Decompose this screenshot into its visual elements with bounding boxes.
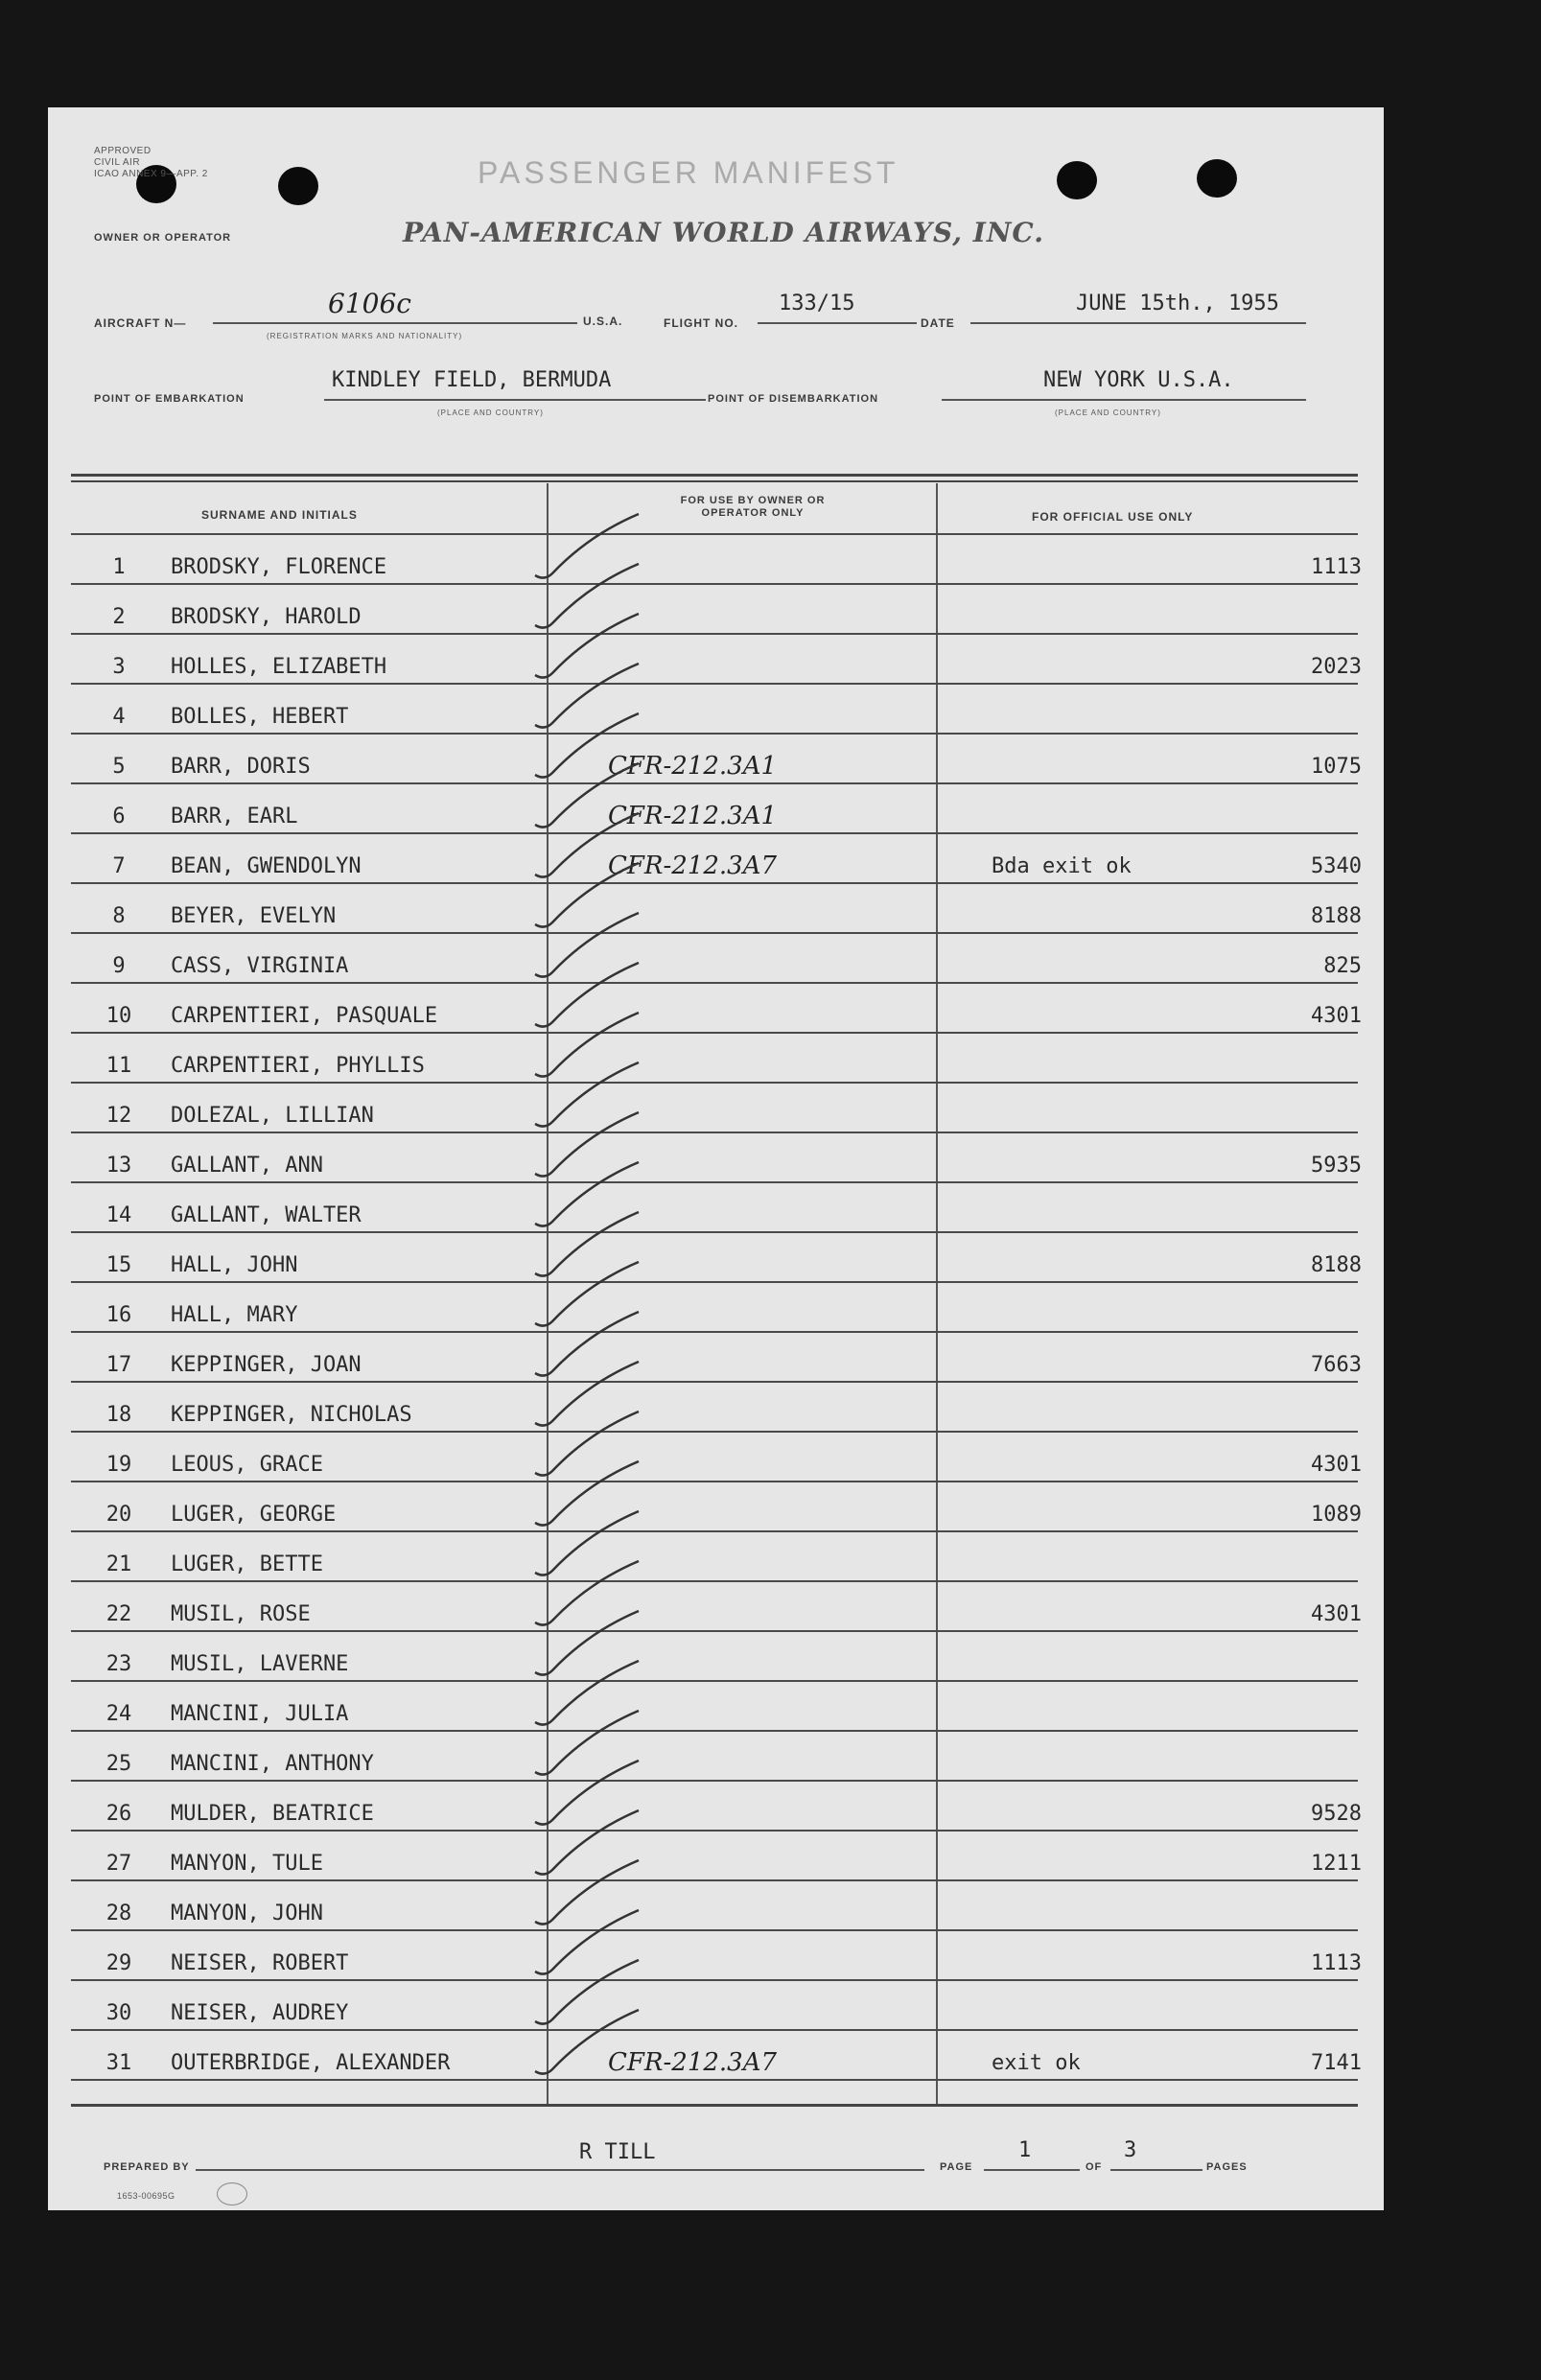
row-number: 3: [112, 655, 126, 679]
official-note: exit ok: [992, 2051, 1081, 2075]
page-number: 1: [1018, 2138, 1032, 2162]
embarkation-sublabel: (PLACE AND COUNTRY): [437, 408, 544, 417]
page-field: [984, 2138, 1080, 2171]
official-code: 8188: [1311, 1253, 1362, 1277]
aircraft-label: AIRCRAFT N—: [94, 316, 187, 330]
passenger-row: [71, 1331, 1362, 1383]
passenger-row: [71, 733, 1362, 784]
print-seal-icon: [217, 2182, 247, 2205]
passenger-name: NEISER, ROBERT: [171, 1951, 349, 1975]
row-number: 28: [105, 1902, 132, 1925]
row-number: 29: [105, 1951, 132, 1975]
official-code: 5340: [1311, 854, 1362, 878]
date-label: DATE: [921, 316, 955, 330]
row-number: 10: [105, 1004, 132, 1028]
passenger-row: [71, 1830, 1362, 1881]
official-code: 825: [1323, 954, 1362, 978]
row-number: 11: [105, 1054, 132, 1078]
passenger-row: [71, 633, 1362, 685]
date-field: [970, 292, 1306, 324]
row-number: 6: [112, 805, 126, 828]
passenger-name: GALLANT, WALTER: [171, 1203, 362, 1227]
approval-line: ICAO ANNEX 9—APP. 2: [94, 169, 208, 179]
row-number: 16: [105, 1303, 132, 1327]
passenger-name: NEISER, AUDREY: [171, 2001, 349, 2025]
passenger-row: [71, 1580, 1362, 1632]
passenger-row: [71, 1082, 1358, 1133]
passenger-name: MANYON, JOHN: [171, 1902, 323, 1925]
official-code: 4301: [1311, 1004, 1362, 1028]
passenger-name: BRODSKY, FLORENCE: [171, 555, 387, 579]
embarkation-label: POINT OF EMBARKATION: [94, 393, 245, 405]
owner-label: OWNER OR OPERATOR: [94, 232, 232, 244]
form-number: 1653-00695G: [117, 2191, 175, 2201]
operator-note: CFR-212.3A1: [608, 752, 778, 781]
passenger-row: [71, 2029, 1362, 2081]
passenger-row: [71, 533, 1362, 585]
passenger-row: [71, 1381, 1358, 1433]
operator-note: CFR-212.3A1: [608, 802, 778, 830]
flight-label: FLIGHT NO.: [664, 316, 738, 330]
passenger-row: [71, 1181, 1358, 1233]
operator-note: CFR-212.3A7: [608, 2048, 778, 2077]
passenger-row: [71, 932, 1362, 984]
official-code: 4301: [1311, 1602, 1362, 1626]
prepared-by: R TILL: [579, 2140, 656, 2164]
row-number: 13: [105, 1154, 132, 1178]
row-number: 8: [112, 904, 126, 928]
official-code: 1211: [1311, 1852, 1362, 1876]
row-number: 12: [105, 1104, 132, 1128]
passenger-name: CASS, VIRGINIA: [171, 954, 349, 978]
row-number: 24: [105, 1702, 132, 1726]
prepared-by-field: [196, 2142, 924, 2171]
form-title: PASSENGER MANIFEST: [478, 155, 899, 190]
row-number: 7: [112, 854, 126, 878]
passenger-name: HALL, MARY: [171, 1303, 298, 1327]
punch-hole: [278, 167, 318, 205]
row-number: 4: [112, 705, 126, 729]
passenger-name: CARPENTIERI, PASQUALE: [171, 1004, 438, 1028]
total-pages: 3: [1124, 2138, 1137, 2162]
passenger-name: CARPENTIERI, PHYLLIS: [171, 1054, 425, 1078]
passenger-name: MANCINI, ANTHONY: [171, 1752, 374, 1776]
official-code: 9528: [1311, 1802, 1362, 1826]
official-code: 1113: [1311, 555, 1362, 579]
aircraft-sublabel: (REGISTRATION MARKS AND NATIONALITY): [267, 332, 463, 340]
flight-date: JUNE 15th., 1955: [1076, 292, 1279, 315]
manifest-sheet: [48, 107, 1384, 2210]
passenger-row: [71, 1431, 1362, 1482]
passenger-row: [71, 1132, 1362, 1183]
passenger-row: [71, 982, 1362, 1034]
row-number: 2: [112, 605, 126, 629]
operator-note: CFR-212.3A7: [608, 852, 778, 880]
passenger-row: [71, 1630, 1358, 1682]
passenger-name: KEPPINGER, JOAN: [171, 1353, 362, 1377]
passenger-name: DOLEZAL, LILLIAN: [171, 1104, 374, 1128]
col-name-header: SURNAME AND INITIALS: [201, 508, 358, 522]
page-label: PAGE: [940, 2161, 973, 2173]
airline-name: PAN-AMERICAN WORLD AIRWAYS, INC.: [403, 217, 1044, 248]
row-number: 31: [105, 2051, 132, 2075]
passenger-row: [71, 1680, 1358, 1732]
country-label: U.S.A.: [583, 315, 623, 328]
passenger-name: LUGER, GEORGE: [171, 1503, 337, 1527]
row-number: 5: [112, 755, 126, 779]
row-number: 30: [105, 2001, 132, 2025]
flight-number: 133/15: [779, 292, 855, 315]
official-code: 5935: [1311, 1154, 1362, 1178]
passenger-row: [71, 1481, 1362, 1532]
of-label: OF: [1086, 2161, 1103, 2173]
row-number: 18: [105, 1403, 132, 1427]
aircraft-number: 6106c: [328, 288, 411, 319]
passenger-name: HALL, JOHN: [171, 1253, 298, 1277]
passenger-row: [71, 1879, 1358, 1931]
official-code: 1113: [1311, 1951, 1362, 1975]
passenger-row: [71, 1929, 1362, 1981]
passenger-row: [71, 1281, 1358, 1333]
passenger-name: GALLANT, ANN: [171, 1154, 323, 1178]
row-number: 26: [105, 1802, 132, 1826]
passenger-row: [71, 1231, 1362, 1283]
approval-line: APPROVED: [94, 146, 152, 156]
passenger-name: LUGER, BETTE: [171, 1552, 323, 1576]
passenger-name: BEYER, EVELYN: [171, 904, 337, 928]
row-number: 14: [105, 1203, 132, 1227]
passenger-row: [71, 1530, 1358, 1582]
passenger-name: OUTERBRIDGE, ALEXANDER: [171, 2051, 451, 2075]
passenger-name: LEOUS, GRACE: [171, 1453, 323, 1477]
approval-note: [94, 146, 208, 180]
punch-hole: [1197, 159, 1237, 198]
passenger-name: BOLLES, HEBERT: [171, 705, 349, 729]
col-owner-header: FOR USE BY OWNER OR OPERATOR ONLY: [680, 495, 826, 519]
row-number: 21: [105, 1552, 132, 1576]
passenger-name: MUSIL, LAVERNE: [171, 1652, 349, 1676]
passenger-name: MANCINI, JULIA: [171, 1702, 349, 1726]
passenger-name: BARR, EARL: [171, 805, 298, 828]
row-number: 22: [105, 1602, 132, 1626]
passenger-row: [71, 1730, 1358, 1782]
official-code: 2023: [1311, 655, 1362, 679]
passenger-row: [71, 1780, 1362, 1832]
official-code: 1075: [1311, 755, 1362, 779]
passenger-row: [71, 1979, 1358, 2031]
row-number: 25: [105, 1752, 132, 1776]
disembarkation-label: POINT OF DISEMBARKATION: [708, 393, 879, 405]
official-code: 8188: [1311, 904, 1362, 928]
row-number: 1: [112, 555, 126, 579]
passenger-name: MUSIL, ROSE: [171, 1602, 311, 1626]
passenger-name: HOLLES, ELIZABETH: [171, 655, 387, 679]
passenger-name: BRODSKY, HAROLD: [171, 605, 362, 629]
official-code: 7663: [1311, 1353, 1362, 1377]
col-official-header: FOR OFFICIAL USE ONLY: [1032, 510, 1194, 524]
embarkation-field: [324, 368, 706, 401]
pages-label: PAGES: [1206, 2161, 1248, 2173]
passenger-name: BEAN, GWENDOLYN: [171, 854, 362, 878]
table-bottom-rule: [71, 2104, 1358, 2107]
row-number: 17: [105, 1353, 132, 1377]
row-number: 19: [105, 1453, 132, 1477]
row-number: 23: [105, 1652, 132, 1676]
passenger-name: KEPPINGER, NICHOLAS: [171, 1403, 412, 1427]
punch-hole: [1057, 161, 1097, 199]
passenger-row: [71, 583, 1358, 635]
check-mark-icon: [531, 493, 646, 589]
flight-field: [758, 292, 917, 324]
passenger-row: [71, 683, 1358, 735]
disembarkation-point: NEW YORK U.S.A.: [1043, 368, 1234, 392]
row-number: 15: [105, 1253, 132, 1277]
official-code: 4301: [1311, 1453, 1362, 1477]
passenger-row: [71, 1032, 1358, 1084]
row-number: 20: [105, 1503, 132, 1527]
row-number: 9: [112, 954, 126, 978]
approval-line: CIVIL AIR: [94, 157, 141, 168]
passenger-row: [71, 882, 1362, 934]
row-number: 27: [105, 1852, 132, 1876]
passenger-name: MANYON, TULE: [171, 1852, 323, 1876]
passenger-row: [71, 782, 1358, 834]
disembarkation-field: [942, 368, 1306, 401]
official-code: 7141: [1311, 2051, 1362, 2075]
prepared-by-label: PREPARED BY: [104, 2161, 190, 2173]
passenger-name: BARR, DORIS: [171, 755, 311, 779]
aircraft-field: [213, 288, 577, 324]
official-note: Bda exit ok: [992, 854, 1132, 878]
passenger-row: [71, 832, 1362, 884]
passenger-name: MULDER, BEATRICE: [171, 1802, 374, 1826]
official-code: 1089: [1311, 1503, 1362, 1527]
total-pages-field: [1110, 2138, 1202, 2171]
embarkation-point: KINDLEY FIELD, BERMUDA: [332, 368, 612, 392]
table-top-rule: [71, 474, 1358, 482]
disembarkation-sublabel: (PLACE AND COUNTRY): [1055, 408, 1161, 417]
